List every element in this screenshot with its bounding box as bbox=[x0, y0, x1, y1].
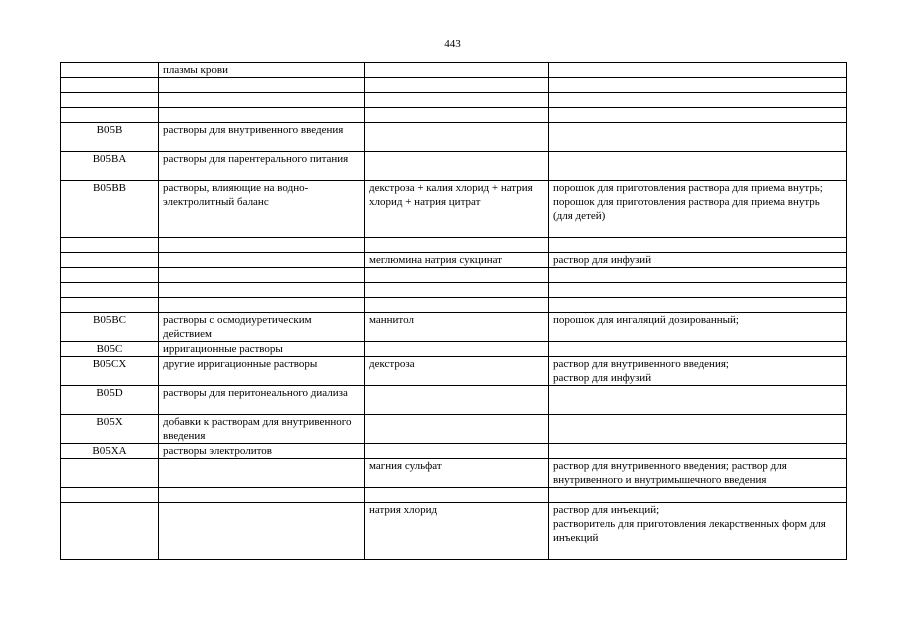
table-row bbox=[61, 181, 847, 238]
atc-name-cell bbox=[159, 253, 365, 268]
drug-name-cell bbox=[365, 63, 549, 78]
table-row bbox=[61, 503, 847, 560]
atc-name-cell bbox=[159, 93, 365, 108]
dosage-form-cell: раствор для инъекций; растворитель для приготовления лекарственных форм для инъекций bbox=[549, 503, 847, 560]
atc-name-cell bbox=[159, 488, 365, 503]
table-row bbox=[61, 123, 847, 152]
atc-name-cell: растворы с осмодиуретическим действием bbox=[159, 313, 365, 342]
atc-name-cell bbox=[159, 503, 365, 560]
dosage-form-cell: порошок для приготовления раствора для приема внутрь; порошок для приготовления раствора для приема внутрь (для детей) bbox=[549, 181, 847, 238]
drug-name-cell bbox=[365, 283, 549, 298]
atc-code-cell: B05X bbox=[61, 415, 159, 444]
drug-name-cell bbox=[365, 93, 549, 108]
atc-code-cell bbox=[61, 298, 159, 313]
dosage-form-cell: раствор для внутривенного введения; раствор для инфузий bbox=[549, 357, 847, 386]
drug-name-cell bbox=[365, 268, 549, 283]
table-row bbox=[61, 63, 847, 78]
drug-name-cell bbox=[365, 386, 549, 415]
drug-name-cell: маннитол bbox=[365, 313, 549, 342]
table-row bbox=[61, 386, 847, 415]
table-row bbox=[61, 444, 847, 459]
dosage-form-cell bbox=[549, 238, 847, 253]
table-row bbox=[61, 313, 847, 342]
table-row bbox=[61, 342, 847, 357]
atc-name-cell bbox=[159, 238, 365, 253]
table-row bbox=[61, 93, 847, 108]
atc-name-cell: другие ирригационные растворы bbox=[159, 357, 365, 386]
dosage-form-cell bbox=[549, 342, 847, 357]
dosage-form-cell bbox=[549, 444, 847, 459]
atc-name-cell: растворы для перитонеального диализа bbox=[159, 386, 365, 415]
table-row bbox=[61, 238, 847, 253]
atc-code-cell: B05XA bbox=[61, 444, 159, 459]
atc-name-cell bbox=[159, 78, 365, 93]
dosage-form-cell bbox=[549, 78, 847, 93]
dosage-form-cell bbox=[549, 415, 847, 444]
atc-code-cell bbox=[61, 78, 159, 93]
drug-name-cell: магния сульфат bbox=[365, 459, 549, 488]
atc-code-cell bbox=[61, 108, 159, 123]
atc-code-cell: B05BA bbox=[61, 152, 159, 181]
atc-name-cell: ирригационные растворы bbox=[159, 342, 365, 357]
drug-name-cell: декстроза bbox=[365, 357, 549, 386]
atc-code-cell bbox=[61, 93, 159, 108]
dosage-form-cell bbox=[549, 298, 847, 313]
atc-name-cell: добавки к растворам для внутривенного введения bbox=[159, 415, 365, 444]
table-row bbox=[61, 152, 847, 181]
atc-code-cell: B05B bbox=[61, 123, 159, 152]
drug-name-cell bbox=[365, 444, 549, 459]
dosage-form-cell bbox=[549, 488, 847, 503]
table-row bbox=[61, 253, 847, 268]
page-number: 443 bbox=[444, 38, 461, 50]
drug-name-cell: декстроза + калия хлорид + натрия хлорид + натрия цитрат bbox=[365, 181, 549, 238]
atc-code-cell: B05CX bbox=[61, 357, 159, 386]
table-row bbox=[61, 459, 847, 488]
atc-name-cell bbox=[159, 283, 365, 298]
drug-name-cell bbox=[365, 238, 549, 253]
drug-name-cell bbox=[365, 108, 549, 123]
atc-code-cell: B05D bbox=[61, 386, 159, 415]
table-row bbox=[61, 357, 847, 386]
atc-name-cell bbox=[159, 268, 365, 283]
atc-name-cell: плазмы крови bbox=[159, 63, 365, 78]
atc-code-cell bbox=[61, 253, 159, 268]
dosage-form-cell: порошок для ингаляций дозированный; bbox=[549, 313, 847, 342]
drug-name-cell: натрия хлорид bbox=[365, 503, 549, 560]
table-row bbox=[61, 415, 847, 444]
atc-name-cell bbox=[159, 108, 365, 123]
table-row bbox=[61, 108, 847, 123]
table-row bbox=[61, 298, 847, 313]
atc-name-cell: растворы электролитов bbox=[159, 444, 365, 459]
dosage-form-cell bbox=[549, 63, 847, 78]
atc-code-cell bbox=[61, 459, 159, 488]
atc-code-cell bbox=[61, 283, 159, 298]
atc-name-cell bbox=[159, 459, 365, 488]
drug-name-cell bbox=[365, 488, 549, 503]
dosage-form-cell: раствор для инфузий bbox=[549, 253, 847, 268]
table-row bbox=[61, 78, 847, 93]
table-row bbox=[61, 283, 847, 298]
dosage-form-cell bbox=[549, 108, 847, 123]
atc-name-cell: растворы для парентерального питания bbox=[159, 152, 365, 181]
dosage-form-cell bbox=[549, 386, 847, 415]
drug-name-cell bbox=[365, 152, 549, 181]
drug-name-cell bbox=[365, 78, 549, 93]
dosage-form-cell bbox=[549, 283, 847, 298]
atc-code-cell bbox=[61, 63, 159, 78]
drug-name-cell: меглюмина натрия сукцинат bbox=[365, 253, 549, 268]
atc-code-cell bbox=[61, 238, 159, 253]
drug-name-cell bbox=[365, 342, 549, 357]
dosage-form-cell bbox=[549, 93, 847, 108]
atc-code-cell: B05BC bbox=[61, 313, 159, 342]
table-row bbox=[61, 488, 847, 503]
atc-name-cell: растворы, влияющие на водно-электролитный баланс bbox=[159, 181, 365, 238]
atc-code-cell bbox=[61, 488, 159, 503]
atc-code-cell bbox=[61, 268, 159, 283]
drug-table bbox=[60, 62, 847, 560]
atc-code-cell: B05BB bbox=[61, 181, 159, 238]
atc-code-cell: B05C bbox=[61, 342, 159, 357]
dosage-form-cell: раствор для внутривенного введения; раствор для внутривенного и внутримышечного введения bbox=[549, 459, 847, 488]
atc-name-cell bbox=[159, 298, 365, 313]
dosage-form-cell bbox=[549, 123, 847, 152]
dosage-form-cell bbox=[549, 152, 847, 181]
drug-name-cell bbox=[365, 123, 549, 152]
table-row bbox=[61, 268, 847, 283]
atc-name-cell: растворы для внутривенного введения bbox=[159, 123, 365, 152]
drug-name-cell bbox=[365, 415, 549, 444]
atc-code-cell bbox=[61, 503, 159, 560]
dosage-form-cell bbox=[549, 268, 847, 283]
drug-name-cell bbox=[365, 298, 549, 313]
